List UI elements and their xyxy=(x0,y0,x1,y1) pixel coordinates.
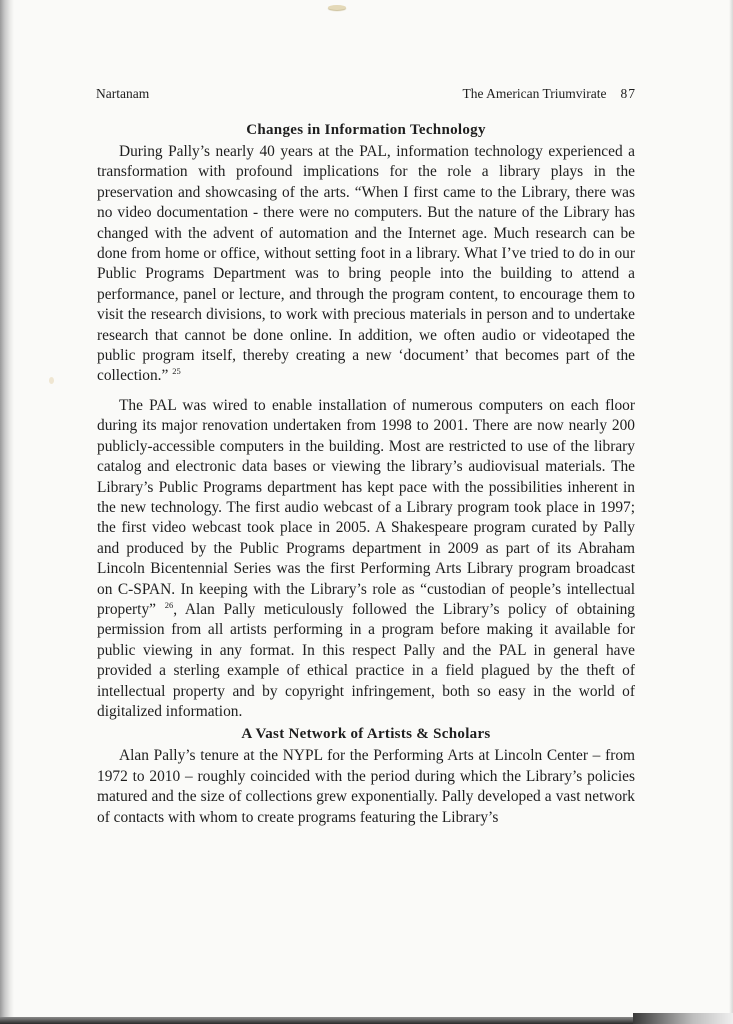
footnote-marker-25[interactable]: 25 xyxy=(172,366,181,377)
body-text xyxy=(97,118,635,828)
section-heading-information-technology: Changes in Information Technology xyxy=(246,122,486,138)
journal-name: Nartanam xyxy=(96,86,150,101)
scan-binding-shadow xyxy=(0,0,14,1024)
footnote-marker-26[interactable]: 26 xyxy=(164,599,174,610)
paragraph-it-quote xyxy=(97,142,635,387)
paragraph-text: The PAL was wired to enable installation of numerous computers on each floor during its major renovation undertaken from 1998 to 2001. There are now nearly 200 publicly-accessible computers in the building. Most are restricted to use of the library catalog and electronic data bases or viewing the library’s audiovisual materials. The Library’s Public Programs department has kept pace with the possibilities inherent in the new technology. The first audio webcast of a Library program took place in 1997; the first video webcast took place in 2005. A Shakespeare program curated by Pally and produced by the Public Programs department in 2009 as part of its Abraham Lincoln Bicentennial Series was the first Performing Arts Library program broadcast on C-SPAN. In keeping with the Library’s role as “custodian of people’s intellectual property” xyxy=(97,396,635,618)
paragraph-pal-wired xyxy=(97,396,635,723)
section-heading-vast-network: A Vast Network of Artists & Scholars xyxy=(241,726,491,743)
running-header xyxy=(96,84,636,104)
article-title: The American Triumvirate xyxy=(462,86,607,101)
paragraph-text-continued: , Alan Pally meticulously followed the Library’s policy of obtaining permission from all artists performing in a program before making it available for public viewing in any format. In this respect Pally and the PAL in general have provided a sterling example of ethical practice in a field plagued by the theft of intellectual property and by copyright infringement, both so easy in the world of digitalized information. xyxy=(97,600,635,720)
page-number: 87 xyxy=(620,86,636,101)
paragraph-pally-tenure xyxy=(97,746,635,828)
header-right xyxy=(463,84,636,104)
scan-bottom-edge xyxy=(0,1017,733,1024)
paragraph-text: Alan Pally’s tenure at the NYPL for the Performing Arts at Lincoln Center – from 1972 to 2010 – roughly coincided with the period during which the Library’s policies matured and the size of collections grew exponentially. Pally developed a vast network of contacts with whom to create programs featuring the Library’s xyxy=(97,747,635,826)
tape-mark xyxy=(328,5,346,10)
scan-right-edge xyxy=(729,0,733,1024)
paragraph-text: During Pally’s nearly 40 years at the PAL, information technology experienced a transformation with profound implications for the role a library plays in the preservation and showcasing of the arts. “When I first came to the Library, there was no video documentation - there were no computers. But the nature of the Library has changed with the advent of automation and the Internet age. Much research can be done from home or office, without setting foot in a library. What I’ve tried to do in our Public Programs Department was to bring people into the building to attend a performance, panel or lecture, and through the program content, to encourage them to visit the research divisions, to work with precious materials in person and to undertake research that cannot be done online. In addition, we often audio or videotaped the public program itself, thereby creating a new ‘document’ that becomes part of the collection.” xyxy=(97,143,635,385)
paper-speck xyxy=(49,377,54,384)
